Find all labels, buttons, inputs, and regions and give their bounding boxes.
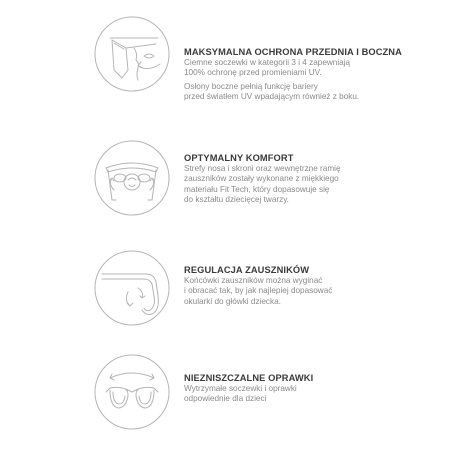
flexible-frame-icon [92, 138, 172, 218]
feature-unbreakable-frames [0, 338, 450, 448]
feature-text-line: okularki do główki dziecka. [184, 296, 281, 306]
feature-title: NIEZNISZCZALNE OPRAWKI [184, 373, 314, 383]
feature-text-line: Ciemne soczewki w kategorii 3 i 4 zapewniają [184, 58, 351, 67]
feature-text-line: Końcówki zauszników można wyginać [184, 276, 323, 285]
feature-text-line: i obracać tak, by jak najlepiej dopasować [184, 286, 333, 296]
feature-text-line: do kształtu dziecięcej twarzy. [184, 195, 289, 205]
feature-comfort [0, 118, 450, 228]
feature-text-line: przed światłem UV wpadającym również z boku. [184, 92, 360, 102]
unbreakable-frame-icon [92, 352, 172, 432]
feature-text-line: odpowiednie dla dzieci [184, 394, 267, 404]
feature-text-line: Strefy nosa i skroni oraz wewnętrzne ramię [184, 164, 341, 173]
feature-protection [0, 0, 450, 110]
feature-text-line: Wytrzymałe soczewki i oprawki [184, 384, 297, 393]
feature-temple-adjustment [0, 228, 450, 338]
feature-title: OPTYMALNY KOMFORT [184, 153, 294, 163]
feature-title: REGULACJA ZAUSZNIKÓW [184, 265, 310, 275]
feature-text-line: zauszników zostały wykonane z miękkiego [184, 174, 339, 184]
feature-text-line: Osłony boczne pełnią funkcję bariery [184, 81, 318, 91]
temple-adjust-icon [92, 248, 172, 328]
feature-title: MAKSYMALNA OCHRONA PRZEDNIA I BOCZNA [184, 47, 402, 57]
eye-shield-icon [92, 14, 172, 94]
feature-text-line: materiału Fit Tech, który dopasowuje się [184, 184, 330, 194]
feature-text-line: 100% ochronę przed promieniami UV. [184, 68, 322, 78]
